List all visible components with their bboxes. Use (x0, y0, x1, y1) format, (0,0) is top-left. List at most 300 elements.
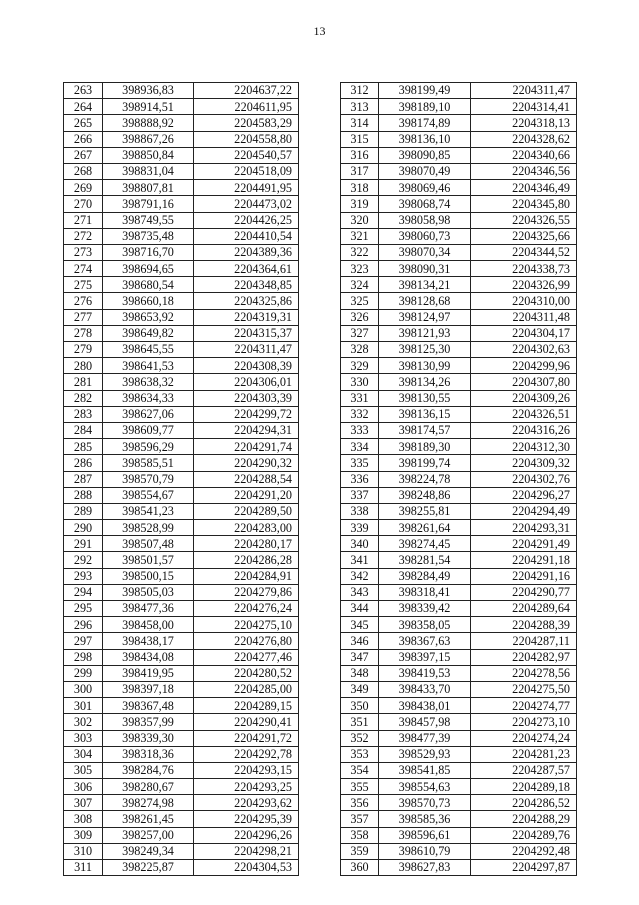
table-row (341, 827, 577, 843)
y-coordinate-cell: 2204325,86 (194, 293, 299, 309)
y-coordinate-cell: 2204293,15 (194, 762, 299, 778)
point-number-cell: 276 (64, 293, 103, 309)
y-coordinate-cell: 2204292,78 (194, 746, 299, 762)
y-coordinate-cell: 2204310,00 (471, 293, 577, 309)
table-row (64, 471, 299, 487)
x-coordinate-cell: 398641,53 (103, 358, 194, 374)
y-coordinate-cell: 2204312,30 (471, 439, 577, 455)
x-coordinate-cell: 398121,93 (379, 325, 471, 341)
table-row (341, 552, 577, 568)
point-number-cell: 347 (341, 649, 379, 665)
y-coordinate-cell: 2204299,96 (471, 358, 577, 374)
x-coordinate-cell: 398570,79 (103, 471, 194, 487)
y-coordinate-cell: 2204289,64 (471, 601, 577, 617)
x-coordinate-cell: 398274,98 (103, 795, 194, 811)
y-coordinate-cell: 2204298,21 (194, 843, 299, 859)
x-coordinate-cell: 398090,31 (379, 261, 471, 277)
point-number-cell: 284 (64, 422, 103, 438)
x-coordinate-cell: 398174,57 (379, 422, 471, 438)
y-coordinate-cell: 2204302,63 (471, 342, 577, 358)
point-number-cell: 307 (64, 795, 103, 811)
coordinates-table-right-body (341, 83, 577, 876)
x-coordinate-cell: 398585,36 (379, 811, 471, 827)
y-coordinate-cell: 2204291,72 (194, 730, 299, 746)
x-coordinate-cell: 398284,76 (103, 762, 194, 778)
y-coordinate-cell: 2204290,32 (194, 455, 299, 471)
x-coordinate-cell: 398284,49 (379, 568, 471, 584)
table-row (341, 746, 577, 762)
x-coordinate-cell: 398136,15 (379, 406, 471, 422)
point-number-cell: 271 (64, 212, 103, 228)
y-coordinate-cell: 2204314,41 (471, 99, 577, 115)
coordinates-table-right (340, 82, 577, 876)
x-coordinate-cell: 398249,34 (103, 843, 194, 859)
table-row (64, 131, 299, 147)
point-number-cell: 285 (64, 439, 103, 455)
y-coordinate-cell: 2204291,20 (194, 487, 299, 503)
table-row (64, 681, 299, 697)
table-row (64, 584, 299, 600)
x-coordinate-cell: 398660,18 (103, 293, 194, 309)
table-row (341, 406, 577, 422)
point-number-cell: 337 (341, 487, 379, 503)
x-coordinate-cell: 398634,33 (103, 390, 194, 406)
x-coordinate-cell: 398570,73 (379, 795, 471, 811)
x-coordinate-cell: 398419,53 (379, 665, 471, 681)
table-row (341, 325, 577, 341)
table-row (341, 714, 577, 730)
point-number-cell: 355 (341, 779, 379, 795)
y-coordinate-cell: 2204286,28 (194, 552, 299, 568)
point-number-cell: 296 (64, 617, 103, 633)
table-row (341, 83, 577, 99)
point-number-cell: 358 (341, 827, 379, 843)
table-row (64, 261, 299, 277)
y-coordinate-cell: 2204338,73 (471, 261, 577, 277)
point-number-cell: 286 (64, 455, 103, 471)
table-row (64, 811, 299, 827)
x-coordinate-cell: 398255,81 (379, 503, 471, 519)
y-coordinate-cell: 2204275,50 (471, 681, 577, 697)
y-coordinate-cell: 2204274,77 (471, 698, 577, 714)
point-number-cell: 322 (341, 244, 379, 260)
point-number-cell: 304 (64, 746, 103, 762)
x-coordinate-cell: 398257,00 (103, 827, 194, 843)
table-row (64, 698, 299, 714)
x-coordinate-cell: 398280,67 (103, 779, 194, 795)
y-coordinate-cell: 2204304,53 (194, 860, 299, 876)
x-coordinate-cell: 398248,86 (379, 487, 471, 503)
point-number-cell: 306 (64, 779, 103, 795)
x-coordinate-cell: 398850,84 (103, 147, 194, 163)
point-number-cell: 287 (64, 471, 103, 487)
table-row (341, 342, 577, 358)
point-number-cell: 273 (64, 244, 103, 260)
table-row (64, 163, 299, 179)
table-row (64, 649, 299, 665)
point-number-cell: 335 (341, 455, 379, 471)
point-number-cell: 310 (64, 843, 103, 859)
table-row (341, 665, 577, 681)
y-coordinate-cell: 2204308,39 (194, 358, 299, 374)
y-coordinate-cell: 2204426,25 (194, 212, 299, 228)
point-number-cell: 267 (64, 147, 103, 163)
point-number-cell: 290 (64, 520, 103, 536)
y-coordinate-cell: 2204518,09 (194, 163, 299, 179)
table-row (64, 487, 299, 503)
point-number-cell: 350 (341, 698, 379, 714)
x-coordinate-cell: 398627,83 (379, 860, 471, 876)
point-number-cell: 316 (341, 147, 379, 163)
table-row (341, 439, 577, 455)
y-coordinate-cell: 2204364,61 (194, 261, 299, 277)
table-row (64, 244, 299, 260)
point-number-cell: 336 (341, 471, 379, 487)
table-row (64, 455, 299, 471)
table-row (341, 212, 577, 228)
table-row (64, 860, 299, 876)
table-row (341, 99, 577, 115)
x-coordinate-cell: 398528,99 (103, 520, 194, 536)
table-row (64, 843, 299, 859)
table-row (341, 601, 577, 617)
y-coordinate-cell: 2204293,31 (471, 520, 577, 536)
table-row (341, 520, 577, 536)
x-coordinate-cell: 398358,05 (379, 617, 471, 633)
point-number-cell: 353 (341, 746, 379, 762)
table-row (64, 374, 299, 390)
table-row (341, 487, 577, 503)
table-row (341, 422, 577, 438)
point-number-cell: 341 (341, 552, 379, 568)
y-coordinate-cell: 2204346,49 (471, 180, 577, 196)
x-coordinate-cell: 398609,77 (103, 422, 194, 438)
table-row (341, 471, 577, 487)
x-coordinate-cell: 398136,10 (379, 131, 471, 147)
point-number-cell: 268 (64, 163, 103, 179)
point-number-cell: 294 (64, 584, 103, 600)
table-row (341, 309, 577, 325)
x-coordinate-cell: 398807,81 (103, 180, 194, 196)
table-row (64, 633, 299, 649)
y-coordinate-cell: 2204346,56 (471, 163, 577, 179)
point-number-cell: 320 (341, 212, 379, 228)
x-coordinate-cell: 398261,45 (103, 811, 194, 827)
y-coordinate-cell: 2204311,47 (471, 83, 577, 99)
point-number-cell: 311 (64, 860, 103, 876)
y-coordinate-cell: 2204540,57 (194, 147, 299, 163)
point-number-cell: 328 (341, 342, 379, 358)
y-coordinate-cell: 2204288,29 (471, 811, 577, 827)
point-number-cell: 264 (64, 99, 103, 115)
point-number-cell: 318 (341, 180, 379, 196)
y-coordinate-cell: 2204292,48 (471, 843, 577, 859)
table-row (341, 698, 577, 714)
y-coordinate-cell: 2204299,72 (194, 406, 299, 422)
point-number-cell: 314 (341, 115, 379, 131)
y-coordinate-cell: 2204287,57 (471, 762, 577, 778)
x-coordinate-cell: 398458,00 (103, 617, 194, 633)
y-coordinate-cell: 2204281,23 (471, 746, 577, 762)
x-coordinate-cell: 398554,67 (103, 487, 194, 503)
y-coordinate-cell: 2204315,37 (194, 325, 299, 341)
table-row (64, 390, 299, 406)
page-number: 13 (313, 24, 326, 38)
x-coordinate-cell: 398419,95 (103, 665, 194, 681)
y-coordinate-cell: 2204340,66 (471, 147, 577, 163)
x-coordinate-cell: 398318,36 (103, 746, 194, 762)
point-number-cell: 272 (64, 228, 103, 244)
table-row (64, 115, 299, 131)
x-coordinate-cell: 398134,21 (379, 277, 471, 293)
y-coordinate-cell: 2204295,39 (194, 811, 299, 827)
x-coordinate-cell: 398914,51 (103, 99, 194, 115)
y-coordinate-cell: 2204611,95 (194, 99, 299, 115)
point-number-cell: 360 (341, 860, 379, 876)
y-coordinate-cell: 2204276,80 (194, 633, 299, 649)
y-coordinate-cell: 2204328,62 (471, 131, 577, 147)
x-coordinate-cell: 398749,55 (103, 212, 194, 228)
table-row (64, 212, 299, 228)
y-coordinate-cell: 2204306,01 (194, 374, 299, 390)
point-number-cell: 293 (64, 568, 103, 584)
table-row (341, 115, 577, 131)
point-number-cell: 319 (341, 196, 379, 212)
x-coordinate-cell: 398610,79 (379, 843, 471, 859)
table-row (341, 277, 577, 293)
y-coordinate-cell: 2204304,17 (471, 325, 577, 341)
x-coordinate-cell: 398653,92 (103, 309, 194, 325)
x-coordinate-cell: 398367,48 (103, 698, 194, 714)
x-coordinate-cell: 398735,48 (103, 228, 194, 244)
point-number-cell: 332 (341, 406, 379, 422)
y-coordinate-cell: 2204348,85 (194, 277, 299, 293)
x-coordinate-cell: 398936,83 (103, 83, 194, 99)
point-number-cell: 269 (64, 180, 103, 196)
y-coordinate-cell: 2204273,10 (471, 714, 577, 730)
y-coordinate-cell: 2204311,48 (471, 309, 577, 325)
point-number-cell: 327 (341, 325, 379, 341)
table-row (341, 455, 577, 471)
x-coordinate-cell: 398199,49 (379, 83, 471, 99)
table-row (341, 374, 577, 390)
y-coordinate-cell: 2204473,02 (194, 196, 299, 212)
x-coordinate-cell: 398433,70 (379, 681, 471, 697)
x-coordinate-cell: 398274,45 (379, 536, 471, 552)
x-coordinate-cell: 398070,49 (379, 163, 471, 179)
point-number-cell: 297 (64, 633, 103, 649)
point-number-cell: 303 (64, 730, 103, 746)
point-number-cell: 348 (341, 665, 379, 681)
y-coordinate-cell: 2204410,54 (194, 228, 299, 244)
y-coordinate-cell: 2204291,18 (471, 552, 577, 568)
table-row (341, 163, 577, 179)
table-row (341, 503, 577, 519)
x-coordinate-cell: 398645,55 (103, 342, 194, 358)
x-coordinate-cell: 398058,98 (379, 212, 471, 228)
x-coordinate-cell: 398397,15 (379, 649, 471, 665)
table-row (341, 261, 577, 277)
point-number-cell: 344 (341, 601, 379, 617)
table-row (64, 714, 299, 730)
x-coordinate-cell: 398791,16 (103, 196, 194, 212)
x-coordinate-cell: 398397,18 (103, 681, 194, 697)
table-row (341, 196, 577, 212)
point-number-cell: 305 (64, 762, 103, 778)
y-coordinate-cell: 2204318,13 (471, 115, 577, 131)
x-coordinate-cell: 398339,42 (379, 601, 471, 617)
x-coordinate-cell: 398261,64 (379, 520, 471, 536)
point-number-cell: 329 (341, 358, 379, 374)
x-coordinate-cell: 398627,06 (103, 406, 194, 422)
point-number-cell: 298 (64, 649, 103, 665)
point-number-cell: 292 (64, 552, 103, 568)
y-coordinate-cell: 2204637,22 (194, 83, 299, 99)
x-coordinate-cell: 398128,68 (379, 293, 471, 309)
table-row (64, 147, 299, 163)
y-coordinate-cell: 2204280,52 (194, 665, 299, 681)
point-number-cell: 282 (64, 390, 103, 406)
table-row (341, 536, 577, 552)
point-number-cell: 275 (64, 277, 103, 293)
y-coordinate-cell: 2204345,80 (471, 196, 577, 212)
x-coordinate-cell: 398680,54 (103, 277, 194, 293)
x-coordinate-cell: 398585,51 (103, 455, 194, 471)
table-row (341, 681, 577, 697)
point-number-cell: 351 (341, 714, 379, 730)
y-coordinate-cell: 2204294,31 (194, 422, 299, 438)
y-coordinate-cell: 2204296,26 (194, 827, 299, 843)
point-number-cell: 279 (64, 342, 103, 358)
point-number-cell: 352 (341, 730, 379, 746)
table-row (341, 860, 577, 876)
x-coordinate-cell: 398477,39 (379, 730, 471, 746)
table-row (341, 795, 577, 811)
y-coordinate-cell: 2204287,11 (471, 633, 577, 649)
point-number-cell: 315 (341, 131, 379, 147)
table-row (341, 244, 577, 260)
point-number-cell: 331 (341, 390, 379, 406)
point-number-cell: 308 (64, 811, 103, 827)
y-coordinate-cell: 2204296,27 (471, 487, 577, 503)
table-row (64, 422, 299, 438)
point-number-cell: 354 (341, 762, 379, 778)
point-number-cell: 300 (64, 681, 103, 697)
x-coordinate-cell: 398318,41 (379, 584, 471, 600)
table-row (64, 439, 299, 455)
table-row (64, 406, 299, 422)
coordinates-table-left-body (64, 83, 299, 876)
point-number-cell: 299 (64, 665, 103, 681)
x-coordinate-cell: 398500,15 (103, 568, 194, 584)
point-number-cell: 356 (341, 795, 379, 811)
y-coordinate-cell: 2204279,86 (194, 584, 299, 600)
y-coordinate-cell: 2204276,24 (194, 601, 299, 617)
x-coordinate-cell: 398224,78 (379, 471, 471, 487)
point-number-cell: 270 (64, 196, 103, 212)
table-row (341, 762, 577, 778)
y-coordinate-cell: 2204289,50 (194, 503, 299, 519)
table-row (64, 779, 299, 795)
point-number-cell: 330 (341, 374, 379, 390)
y-coordinate-cell: 2204491,95 (194, 180, 299, 196)
point-number-cell: 280 (64, 358, 103, 374)
y-coordinate-cell: 2204290,77 (471, 584, 577, 600)
y-coordinate-cell: 2204277,46 (194, 649, 299, 665)
point-number-cell: 281 (64, 374, 103, 390)
table-row (64, 568, 299, 584)
point-number-cell: 266 (64, 131, 103, 147)
point-number-cell: 283 (64, 406, 103, 422)
table-row (341, 843, 577, 859)
x-coordinate-cell: 398596,61 (379, 827, 471, 843)
table-row (64, 325, 299, 341)
point-number-cell: 312 (341, 83, 379, 99)
x-coordinate-cell: 398068,74 (379, 196, 471, 212)
x-coordinate-cell: 398367,63 (379, 633, 471, 649)
point-number-cell: 346 (341, 633, 379, 649)
point-number-cell: 357 (341, 811, 379, 827)
x-coordinate-cell: 398130,99 (379, 358, 471, 374)
x-coordinate-cell: 398541,23 (103, 503, 194, 519)
table-row (341, 131, 577, 147)
y-coordinate-cell: 2204309,26 (471, 390, 577, 406)
point-number-cell: 313 (341, 99, 379, 115)
x-coordinate-cell: 398225,87 (103, 860, 194, 876)
y-coordinate-cell: 2204291,16 (471, 568, 577, 584)
point-number-cell: 326 (341, 309, 379, 325)
y-coordinate-cell: 2204326,55 (471, 212, 577, 228)
x-coordinate-cell: 398694,65 (103, 261, 194, 277)
x-coordinate-cell: 398501,57 (103, 552, 194, 568)
x-coordinate-cell: 398174,89 (379, 115, 471, 131)
table-row (341, 147, 577, 163)
table-row (341, 358, 577, 374)
y-coordinate-cell: 2204291,49 (471, 536, 577, 552)
x-coordinate-cell: 398199,74 (379, 455, 471, 471)
point-number-cell: 291 (64, 536, 103, 552)
y-coordinate-cell: 2204326,99 (471, 277, 577, 293)
x-coordinate-cell: 398438,17 (103, 633, 194, 649)
table-row (341, 390, 577, 406)
table-row (341, 811, 577, 827)
point-number-cell: 333 (341, 422, 379, 438)
y-coordinate-cell: 2204289,15 (194, 698, 299, 714)
y-coordinate-cell: 2204290,41 (194, 714, 299, 730)
y-coordinate-cell: 2204288,54 (194, 471, 299, 487)
y-coordinate-cell: 2204274,24 (471, 730, 577, 746)
x-coordinate-cell: 398060,73 (379, 228, 471, 244)
y-coordinate-cell: 2204311,47 (194, 342, 299, 358)
y-coordinate-cell: 2204297,87 (471, 860, 577, 876)
table-row (341, 730, 577, 746)
table-row (341, 180, 577, 196)
point-number-cell: 309 (64, 827, 103, 843)
point-number-cell: 342 (341, 568, 379, 584)
table-row (64, 503, 299, 519)
point-number-cell: 278 (64, 325, 103, 341)
x-coordinate-cell: 398831,04 (103, 163, 194, 179)
y-coordinate-cell: 2204293,25 (194, 779, 299, 795)
x-coordinate-cell: 398541,85 (379, 762, 471, 778)
point-number-cell: 277 (64, 309, 103, 325)
y-coordinate-cell: 2204583,29 (194, 115, 299, 131)
x-coordinate-cell: 398888,92 (103, 115, 194, 131)
table-row (64, 99, 299, 115)
table-row (64, 795, 299, 811)
table-row (341, 779, 577, 795)
x-coordinate-cell: 398596,29 (103, 439, 194, 455)
